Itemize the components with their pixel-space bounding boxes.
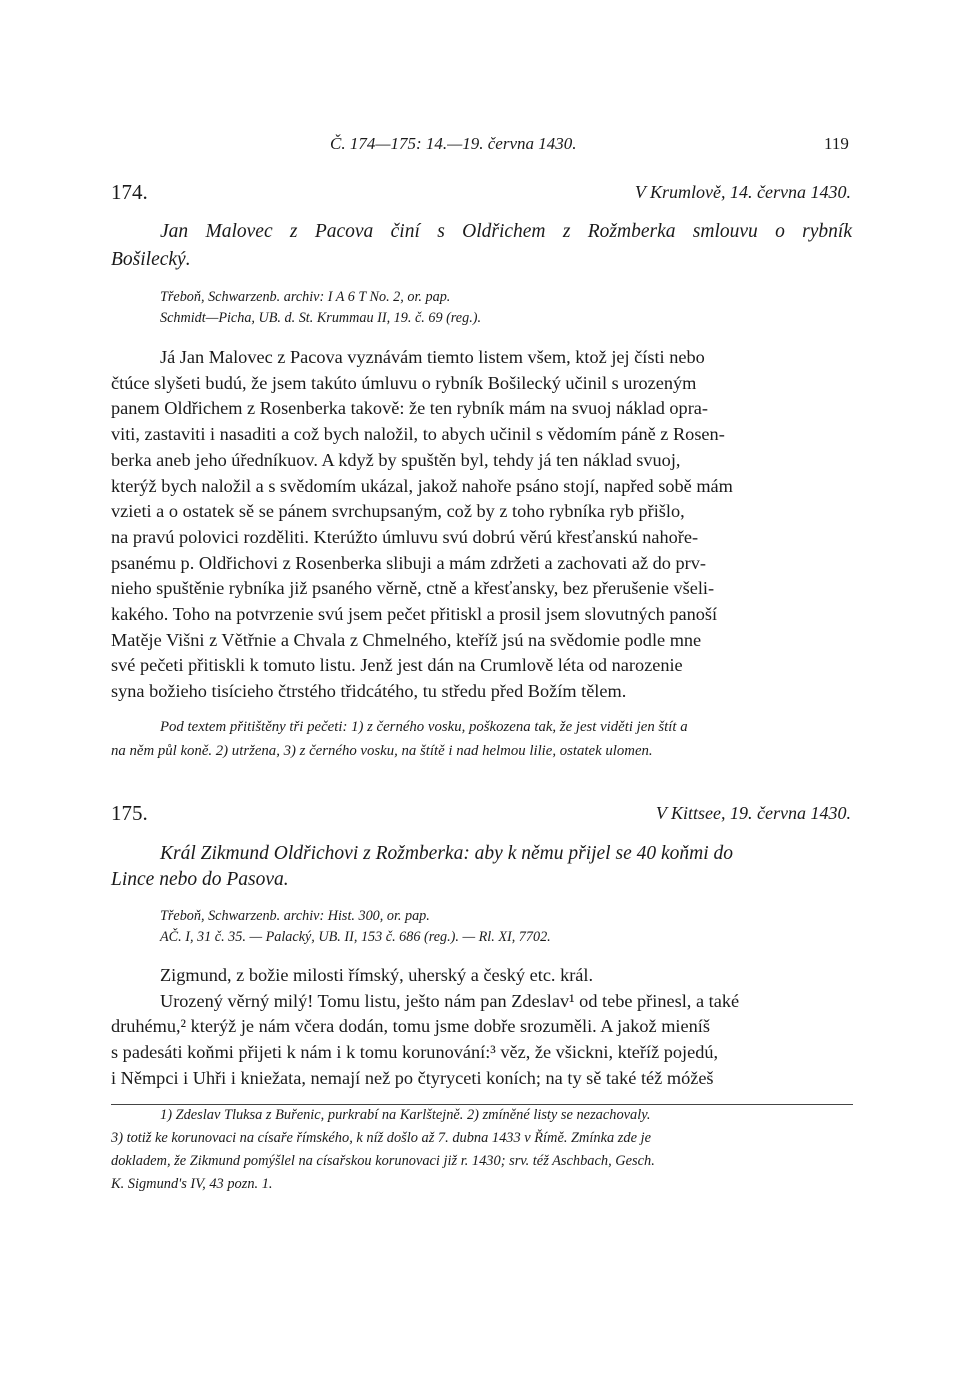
page-number: 119 [824, 134, 849, 153]
text-line: druhému,² kterýž je nám včera dodán, tomu jsme dobře srozuměli. A jakož mieníš [111, 1016, 710, 1037]
footnote-line: 3) totiž ke korunovaci na císaře římského, k níž došlo až 7. dubna 1433 v Římě. Zmínka zde je [111, 1130, 651, 1146]
entry-place-date: V Krumlově, 14. června 1430. [634, 182, 851, 202]
text-line: berka aneb jeho úředníkuov. A když by spuštěn byl, tehdy já ten náklad svuoj, [111, 449, 681, 470]
footnote-line: K. Sigmund's IV, 43 pozn. 1. [111, 1176, 273, 1192]
entry-number: 174. [111, 180, 148, 204]
text-line: vzieti a o ostatek sě se pánem svrchupsaným, což by z toho rybníka ryb přišlo, [111, 501, 685, 522]
entry-place-date: V Kittsee, 19. června 1430. [655, 803, 851, 823]
seal-note-line: Pod textem přitištěny tři pečeti: 1) z černého vosku, poškozena tak, že jest viděti jen štít a [160, 719, 688, 735]
source-line: Třeboň, Schwarzenb. archiv: Hist. 300, or. pap. [160, 908, 430, 924]
summary-line: Král Zikmund Oldřichovi z Rožmberka: aby k němu přijel se 40 koňmi do [160, 843, 734, 864]
text-line: nieho spuštěnie rybníka již psaného věrně, ctně a křesťansky, bez přerušenie všeli- [111, 578, 715, 599]
source-line: Schmidt—Picha, UB. d. St. Krummau II, 19. č. 69 (reg.). [160, 310, 482, 326]
text-line: na pravú polovici rozděliti. Kterúžto úmluvu svú dobrú věrú křesťanskú nahoře- [111, 526, 699, 547]
text-line: své pečeti přitiskli k tomuto listu. Jenž jest dán na Crumlově léta od narozenie [111, 655, 683, 676]
text-line: kakého. Toho na potvrzenie svú jsem pečet přitiskl a prosil jsem slovutných panoší [111, 604, 718, 625]
text-line: Urozený věrný milý! Tomu listu, ješto nám pan Zdeslav¹ od tebe přinesl, a také [160, 990, 740, 1011]
seal-note-line: na něm půl koně. 2) utržena, 3) z černého vosku, na štítě i nad helmou lilie, ostatek ulomen. [111, 743, 653, 759]
summary-line: Bošilecký. [111, 249, 191, 270]
footnote-line: 1) Zdeslav Tluksa z Buřenic, purkrabí na Karlštejně. 2) zmíněné listy se nezachovaly. [160, 1107, 651, 1123]
footnote-line: dokladem, že Zikmund pomýšlel na císařskou korunovaci již r. 1430; srv. též Aschbach, Gesch. [111, 1153, 655, 1169]
text-line: kterýž bych naložil a s svědomím ukázal, jakož nahoře psáno stojí, napřed sobě mám [111, 475, 733, 496]
source-line: Třeboň, Schwarzenb. archiv: I A 6 T No. 2, or. pap. [160, 289, 451, 305]
text-line: viti, zastaviti i nasaditi a což bych naložil, to abych učinil s vědomím páně z Rosen- [111, 424, 725, 445]
text-line: čtúce slyšeti budú, že jsem takúto úmluvu o rybník Bošilecký učinil s urozeným [111, 372, 697, 393]
text-line: Zigmund, z božie milosti římský, uherský a český etc. král. [160, 965, 594, 985]
summary-line: Jan Malovec z Pacova činí s Oldřichem z Rožmberka smlouvu o rybník [160, 221, 852, 242]
summary-line: Lince nebo do Pasova. [111, 869, 289, 890]
text-line: psanému p. Oldřichovi z Rosenberka slibuji a mám zdržeti a zachovati až do prv- [111, 552, 706, 573]
text-line: panem Oldřichem z Rosenberka takově: že ten rybník mám na svuoj náklad opra- [111, 398, 708, 419]
entry-number: 175. [111, 801, 148, 825]
text-line: syna božieho tisícieho čtrstého třidcátého, tu středu před Božím tělem. [111, 681, 627, 702]
entry-summary [160, 218, 852, 246]
running-head: Č. 174—175: 14.—19. června 1430. [330, 134, 577, 153]
text-line: i Němpci i Uhři i kniežata, nemají než po čtyryceti koních; na ty sě také též móžeš [111, 1067, 714, 1088]
text-line: Já Jan Malovec z Pacova vyznávám tiemto listem všem, ktož jej čísti nebo [160, 347, 705, 367]
text-line: Matěje Višni z Větřnie a Chvala z Chmelného, kteříž jsú na svědomie podle mne [111, 629, 702, 650]
entry-text [111, 963, 853, 1092]
entry-text [111, 345, 853, 705]
text-line: s padesáti koňmi přijeti k nám i k tomu korunování:³ věz, že všickni, kteříž pojedú, [111, 1042, 719, 1063]
source-line: AČ. I, 31 č. 35. — Palacký, UB. II, 153 č. 686 (reg.). — Rl. XI, 7702. [160, 929, 551, 945]
